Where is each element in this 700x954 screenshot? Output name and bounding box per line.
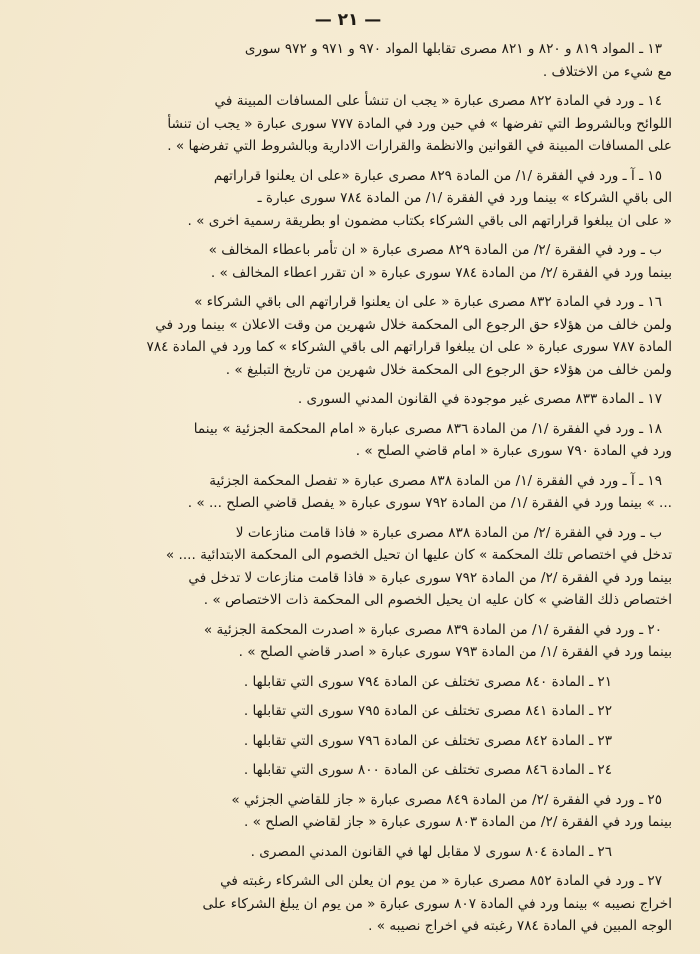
clause-entry <box>24 522 672 612</box>
clause-entry <box>24 291 672 381</box>
text-line: بينما ورد في الفقرة /٢/ من المادة ٨٠٣ سورى عبارة « جاز لقاضي الصلح » . <box>244 814 672 830</box>
text-line: على المسافات المبينة في القوانين والانظمة والقرارات الادارية وبالشروط التي تفرضها » . <box>167 138 672 154</box>
clause-entry <box>24 38 672 83</box>
text-line: ب ـ ورد في الفقرة /٢/ من المادة ٨٣٨ مصرى عبارة « فاذا قامت منازعات لا <box>235 524 662 541</box>
text-line: المادة ٧٨٧ سورى عبارة « على ان يبلغوا قراراتهم الى باقي الشركاء » كما ورد في المادة ٧٨٤ <box>146 339 672 355</box>
clause-entry <box>24 759 672 782</box>
text-line: اختصاص ذلك القاضي » كان عليه ان يحيل الخصوم الى المحكمة ذات الاختصاص » . <box>203 592 672 608</box>
text-line: ١٧ ـ المادة ٨٣٣ مصرى غير موجودة في القانون المدني السورى . <box>297 391 662 407</box>
text-line: ب ـ ورد في الفقرة /٢/ من المادة ٨٢٩ مصرى عبارة « ان تأمر باعطاء المخالف » <box>208 242 662 258</box>
text-line: ١٤ ـ ورد في المادة ٨٢٢ مصرى عبارة « يجب ان تنشأ على المسافات المبينة في <box>214 93 662 109</box>
text-line: ٢٥ ـ ورد في الفقرة /٢/ من المادة ٨٤٩ مصرى عبارة « جاز للقاضي الجزئي » <box>231 791 662 808</box>
text-line: ... » بينما ورد في الفقرة /١/ من المادة ٧٩٢ سورى عبارة « يفصل قاضي الصلح ... » . <box>187 495 672 511</box>
clause-entry <box>24 730 672 753</box>
text-line: الى باقي الشركاء » بينما ورد في الفقرة /١/ من المادة ٧٨٤ سورى عبارة ـ <box>257 190 672 206</box>
text-line: ولمن خالف من هؤلاء حق الرجوع الى المحكمة خلال شهرين من تاريخ التبليغ » . <box>225 361 672 378</box>
text-line: ٢٧ ـ ورد في المادة ٨٥٢ مصرى عبارة « من يوم ان يعلن الى الشركاء رغبته في <box>220 873 662 889</box>
clause-entry <box>24 418 672 463</box>
clause-entry <box>24 619 672 664</box>
text-line: ١٩ ـ آ ـ ورد في الفقرة /١/ من المادة ٨٣٨ مصرى عبارة « تفصل المحكمة الجزئية <box>209 472 662 489</box>
clause-entry <box>24 870 672 938</box>
clause-entry <box>24 470 672 515</box>
text-line: ٢٤ ـ المادة ٨٤٦ مصرى تختلف عن المادة ٨٠٠ سورى التي تقابلها . <box>243 762 612 778</box>
clause-entry <box>24 90 672 158</box>
text-line: « على ان يبلغوا قراراتهم الى باقي الشركاء بكتاب مضمون او بطريقة رسمية اخرى » . <box>187 212 672 229</box>
text-line: اخراج نصيبه » بينما ورد في المادة ٨٠٧ سورى عبارة « من يوم ان يبلغ الشركاء على <box>202 895 672 912</box>
clause-entry <box>24 165 672 233</box>
clause-entry <box>24 671 672 694</box>
text-line: تدخل في اختصاص تلك المحكمة » كان عليها ان تحيل الخصوم الى المحكمة الابتدائية .... » <box>165 547 672 563</box>
text-line: ١٥ ـ آ ـ ورد في الفقرة /١/ من المادة ٨٢٩ مصرى عبارة «على ان يعلنوا قراراتهم <box>213 167 662 184</box>
text-line: اللوائح وبالشروط التي تفرضها » في حين ورد في المادة ٧٧٧ سورى عبارة « يجب ان تنشأ <box>167 115 672 132</box>
text-line: ٢١ ـ المادة ٨٤٠ مصرى تختلف عن المادة ٧٩٤ سورى التي تقابلها . <box>243 673 612 690</box>
text-line: ١٣ ـ المواد ٨١٩ و ٨٢٠ و ٨٢١ مصرى تقابلها المواد ٩٧٠ و ٩٧١ و ٩٧٢ سورى <box>244 41 662 57</box>
text-line: ١٨ ـ ورد في الفقرة /١/ من المادة ٨٣٦ مصرى عبارة « امام المحكمة الجزئية » بينما <box>193 420 662 437</box>
text-line: بينما ورد في الفقرة /٢/ من المادة ٧٨٤ سورى عبارة « ان تقرر اعطاء المخالف » . <box>210 264 672 281</box>
text-line: ٢٢ ـ المادة ٨٤١ مصرى تختلف عن المادة ٧٩٥ سورى التي تقابلها . <box>243 703 612 719</box>
clause-entry <box>24 239 672 284</box>
entries-list <box>24 38 672 938</box>
text-line: مع شيء من الاختلاف . <box>542 63 672 80</box>
text-line: الوجه المبين في المادة ٧٨٤ رغبته في اخراج نصيبه » . <box>368 918 672 934</box>
text-line: ٢٠ ـ ورد في الفقرة /١/ من المادة ٨٣٩ مصرى عبارة « اصدرت المحكمة الجزئية » <box>203 621 662 638</box>
text-line: ٢٣ ـ المادة ٨٤٢ مصرى تختلف عن المادة ٧٩٦ سورى التي تقابلها . <box>243 732 612 749</box>
page-number: — ٢١ — <box>314 10 382 30</box>
text-line: ٢٦ ـ المادة ٨٠٤ سورى لا مقابل لها في القانون المدني المصرى . <box>250 843 612 860</box>
clause-entry <box>24 789 672 834</box>
text-line: بينما ورد في الفقرة /٢/ من المادة ٧٩٢ سورى عبارة « فاذا قامت منازعات لا تدخل في <box>188 569 672 586</box>
clause-entry <box>24 700 672 723</box>
text-line: بينما ورد في الفقرة /١/ من المادة ٧٩٣ سورى عبارة « اصدر قاضي الصلح » . <box>238 644 672 660</box>
text-line: ولمن خالف من هؤلاء حق الرجوع الى المحكمة خلال شهرين من وقت الاعلان » بينما ورد في <box>155 316 672 333</box>
clause-entry <box>24 841 672 864</box>
clause-entry <box>24 388 672 411</box>
text-line: ١٦ ـ ورد في المادة ٨٣٢ مصرى عبارة « على ان يعلنوا قراراتهم الى باقي الشركاء » <box>194 294 662 310</box>
text-line: ورد في المادة ٧٩٠ سورى عبارة « امام قاضي الصلح » . <box>355 443 672 459</box>
